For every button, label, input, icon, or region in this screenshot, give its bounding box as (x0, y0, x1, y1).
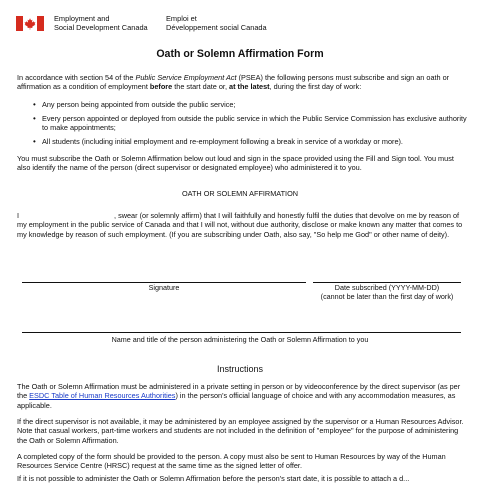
intro-at-latest: at the latest (229, 82, 270, 92)
intro-paragraph (17, 73, 467, 92)
instructions-paragraph-4: If it is not possible to administer the Oath or Solemn Affirmation before the person's start date, it is possible to attach a d... (17, 474, 410, 483)
department-header (16, 14, 306, 32)
date-caption (306, 284, 468, 302)
intro-part3: the start date or, (172, 82, 230, 92)
list-item: • All students (including initial employment and re-employment following a break in service of a workday or more). (42, 137, 467, 146)
signature-label: Signature (148, 283, 180, 292)
p1-part1: The Oath or Solemn Affirmation must be administered in a private setting in person or by videoconference by the direct supervisor (as per the (17, 382, 461, 401)
canada-flag-icon (16, 16, 44, 31)
department-name-fr (166, 14, 306, 32)
intro-before: before (149, 82, 173, 92)
department-fr-line2: Développement social Canada (166, 23, 267, 32)
administrator-label: Name and title of the person administering the Oath or Solemn Affirmation to you (111, 335, 369, 344)
oath-section-title: OATH OR SOLEMN AFFIRMATION (181, 189, 299, 198)
instructions-title: Instructions (216, 364, 264, 374)
intro-part2: (PSEA) the following persons must subscribe and sign an oath or affirmation as a condition of employment (17, 73, 450, 92)
oath-body: , swear (or solemnly affirm) that I will faithfully and honestly fulfil the duties that devolve on me by reason of my employment in the public service of Canada and that I will not, without due authority, disclose or make known any matter that comes to my knowledge by reason of such employment. (If you are subscribing under Oath, also say, "So help me God" or other name of deity). (17, 211, 463, 239)
department-name-en (54, 14, 166, 32)
department-en-line1: Employment and (54, 14, 110, 23)
administrator-field[interactable] (22, 332, 461, 333)
persons-list (42, 100, 467, 151)
department-fr-line1: Emploi et (166, 14, 197, 23)
hr-authorities-link[interactable]: ESDC Table of Human Resources Authorities (29, 391, 176, 401)
instructions-paragraph-1 (17, 382, 467, 410)
date-note: (cannot be later than the first day of work) (320, 291, 454, 301)
intro-part1: In accordance with section 54 of the (17, 73, 136, 82)
list-item: • Any person being appointed from outside the public service; (42, 100, 467, 109)
oath-text (17, 211, 467, 239)
date-label: Date subscribed (YYYY-MM-DD) (334, 283, 440, 292)
must-subscribe-paragraph: You must subscribe the Oath or Solemn Affirmation below out loud and sign in the space provided using the Fill and Sign tool. You must also identify the name of the person (direct supervisor or designated employee) who administered it to you. (17, 154, 454, 173)
form-title: Oath or Solemn Affirmation Form (156, 48, 324, 60)
list-item: • Every person appointed or deployed from outside the public service in which the Public Service Commission has exclusive authority to make appointments; (42, 114, 467, 133)
department-en-line2: Social Development Canada (54, 23, 148, 32)
oath-prefix: I (17, 211, 20, 220)
instructions-paragraph-3: A completed copy of the form should be provided to the person. A copy must also be sent to Human Resources by way of the Human Resources Service Centre (HRSC) request at the same time as the signed letter of offer. (17, 452, 446, 471)
p1-part2: ) in the person's official language of choice and with any accommodation measures, as applicable. (17, 391, 456, 410)
intro-act-name: Public Service Employment Act (135, 73, 237, 82)
intro-part4: , during the first day of work: (269, 82, 362, 92)
instructions-paragraph-2: If the direct supervisor is not available, it may be administered by an employee assigned by the supervisor or a Human Resources Advisor. Note that casual workers, part-time workers and students are not included in the definition of "employee" for the purpose of administering the Oath or Solemn Affirmation. (17, 417, 464, 445)
